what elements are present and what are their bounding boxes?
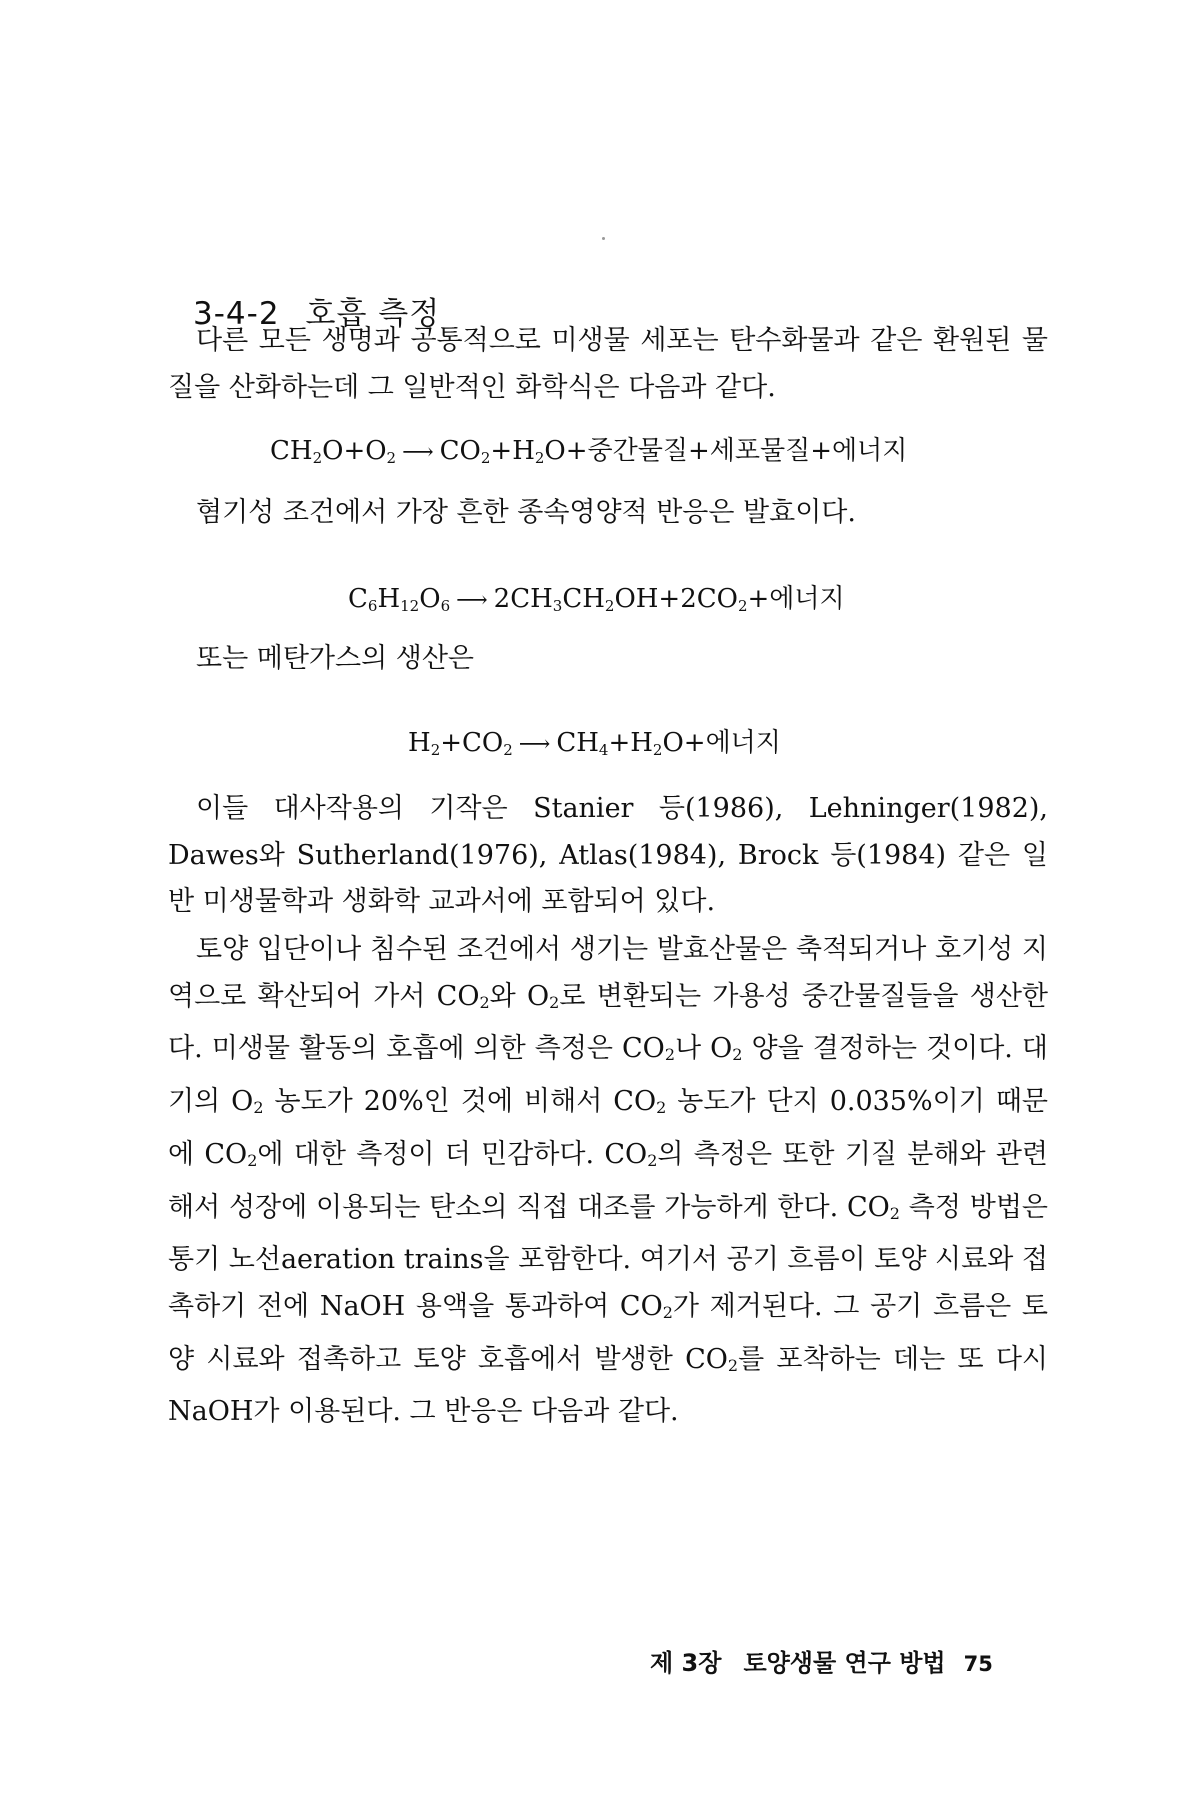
p5-text: 토양 입단이나 침수된 조건에서 생기는 발효산물은 축적되거나 호기성 지역으로 확산되어 가서 CO	[168, 934, 1048, 1012]
p5-sub: 2	[549, 992, 560, 1012]
eq2-term: H	[377, 584, 401, 614]
eq2-term: 2CH	[493, 584, 553, 614]
eq2-sub: 2	[737, 597, 748, 615]
reaction-arrow-icon: ⟶	[456, 588, 488, 613]
eq2-sub: 2	[604, 597, 615, 615]
p5-sub: 2	[662, 1302, 673, 1322]
p5-sub: 2	[664, 1045, 675, 1065]
eq3-sub: 2	[503, 741, 513, 759]
footer-chapter: 제 3장	[650, 1649, 722, 1677]
eq1-term: O+중간물질+세포물질+에너지	[544, 436, 908, 466]
p5-text: 에 대한 측정이 더 민감하다. CO	[257, 1138, 648, 1170]
paragraph-3	[168, 636, 1048, 683]
p5-text: 양을 결정하는 것이다. 대기의 O	[168, 1033, 1048, 1118]
reaction-arrow-icon: ⟶	[402, 440, 434, 465]
p5-sub: 2	[479, 992, 490, 1012]
page-footer	[650, 1643, 993, 1678]
p5-text: 나 O	[675, 1033, 733, 1065]
paragraph-4	[168, 786, 1048, 926]
p5-sub: 2	[647, 1150, 658, 1170]
paragraph-1-text: 다른 모든 생명과 공통적으로 미생물 세포는 탄수화물과 같은 환원된 물질을 산화하는데 그 일반적인 화학식은 다음과 같다.	[168, 325, 1048, 403]
paragraph-3-text: 또는 메탄가스의 생산은	[196, 643, 474, 674]
eq3-term: O+에너지	[662, 728, 781, 758]
reaction-arrow-icon: ⟶	[518, 732, 551, 757]
p5-text: 로 변환되는 가용성 중간물질들을 생산한다. 미생물 활동의 호흡에 의한 측정은 CO	[168, 980, 1048, 1065]
eq2-sub: 3	[552, 597, 563, 615]
eq3-sub: 2	[430, 741, 441, 759]
eq2-sub: 6	[367, 597, 378, 615]
eq1-sub: 2	[534, 449, 545, 467]
p5-sub: 2	[889, 1203, 900, 1223]
section-number: 3-4-2	[193, 295, 280, 332]
paragraph-2-text: 혐기성 조건에서 가장 흔한 종속영양적 반응은 발효이다.	[196, 497, 856, 528]
p5-text: 를 포착하는 데는 또 다시 NaOH가 이용된다. 그 반응은 다음과 같다.	[168, 1343, 1048, 1428]
p5-text: 측정 방법은 통기 노선aeration trains을 포함한다. 여기서 공기 흐름이 토양 시료와 접촉하기 전에 NaOH 용액을 통과하여 CO	[168, 1191, 1049, 1322]
p5-sub: 2	[727, 1355, 739, 1375]
eq1-term: +H	[490, 436, 535, 466]
eq1-sub: 2	[312, 449, 323, 467]
eq3-term: +CO	[440, 728, 504, 758]
eq3-term: H	[408, 728, 431, 758]
eq1-sub: 2	[480, 449, 491, 467]
eq3-sub: 2	[652, 741, 663, 759]
paragraph-1	[168, 318, 1048, 411]
eq1-sub: 2	[386, 449, 397, 467]
eq2-term: CH	[562, 584, 605, 614]
eq2-term: O	[419, 584, 441, 614]
eq2-term: C	[348, 584, 368, 614]
paragraph-2	[168, 490, 1048, 537]
p5-text: 농도가 단지 0.035%이기 때문에 CO	[168, 1086, 1048, 1170]
eq3-sub: 4	[598, 741, 609, 759]
equation-respiration	[270, 430, 907, 467]
p5-text: 와 O	[489, 980, 550, 1012]
eq2-term: +에너지	[747, 584, 845, 614]
eq3-term: CH	[556, 728, 599, 758]
p5-text: 가 제거된다. 그 공기 흐름은 토양 시료와 접촉하고 토양 호흡에서 발생한 CO	[168, 1290, 1049, 1375]
eq2-term: OH+2CO	[614, 584, 738, 614]
eq1-term: CH	[270, 436, 313, 466]
p5-sub: 2	[247, 1150, 258, 1170]
p5-sub: 2	[732, 1045, 743, 1065]
page-number: 75	[963, 1652, 993, 1676]
equation-methanogenesis	[408, 722, 781, 759]
equation-fermentation	[348, 578, 845, 615]
p5-sub: 2	[656, 1098, 667, 1118]
eq1-term: CO	[439, 436, 481, 466]
eq3-term: +H	[608, 728, 653, 758]
eq2-sub: 12	[400, 597, 420, 615]
footer-chapter-title: 토양생물 연구 방법	[743, 1649, 946, 1677]
p5-sub: 2	[253, 1098, 264, 1118]
p5-text: 농도가 20%인 것에 비해서 CO	[263, 1086, 657, 1118]
p5-text: 의 측정은 또한 기질 분해와 관련해서 성장에 이용되는 탄소의 직접 대조를 가능하게 한다. CO	[168, 1138, 1048, 1223]
eq1-term: O+O	[322, 436, 387, 466]
section-title: 호흡 측정	[305, 295, 441, 332]
eq2-sub: 6	[440, 597, 451, 615]
paragraph-4-text: 이들 대사작용의 기작은 Stanier 등(1986), Lehninger(1982), Dawes와 Sutherland(1976), Atlas(1984), Brock 등(1984) 같은 일반 미생물학과 생화학 교과서에 포함되어 있다.	[168, 793, 1048, 918]
scan-speck	[602, 237, 605, 240]
paragraph-5	[168, 927, 1048, 1436]
